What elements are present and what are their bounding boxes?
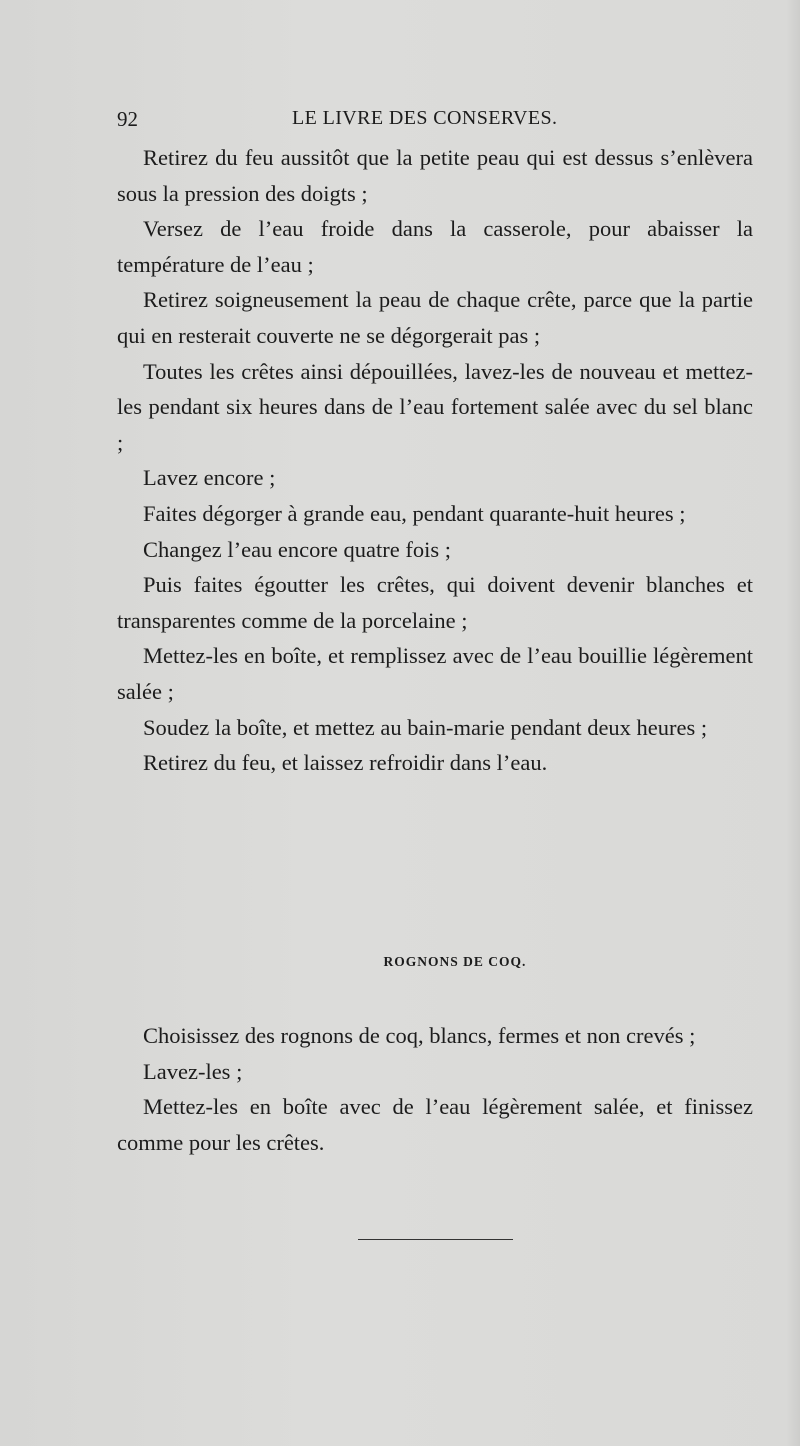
paragraph: Faites dégorger à grande eau, pendant quarante-huit heures ; <box>143 500 686 526</box>
recipe-steps-cretes <box>117 140 753 781</box>
paragraph: Lavez-les ; <box>143 1058 243 1084</box>
section-end-rule <box>358 1239 513 1240</box>
running-head <box>117 107 753 137</box>
paragraph: Toutes les crêtes ainsi dépouillées, lavez-les de nouveau et mettez-les pendant six heures dans de l’eau fortement salée avec du sel blanc ; <box>117 358 753 455</box>
paragraph: Changez l’eau encore quatre fois ; <box>143 536 451 562</box>
page-number: 92 <box>117 107 138 131</box>
paragraph: Retirez du feu, et laissez refroidir dans l’eau. <box>143 750 548 776</box>
paragraph: Lavez encore ; <box>143 465 276 491</box>
paragraph: Retirez du feu aussitôt que la petite peau qui est dessus s’enlèvera sous la pression des doigts ; <box>117 145 753 206</box>
paragraph: Mettez-les en boîte avec de l’eau légèrement salée, et finissez comme pour les crêtes. <box>117 1094 753 1155</box>
paragraph: Versez de l’eau froide dans la casserole, pour abaisser la température de l’eau ; <box>117 216 753 277</box>
paragraph: Puis faites égoutter les crêtes, qui doivent devenir blanches et transparentes comme de la porcelaine ; <box>117 572 753 633</box>
page-edge-shadow <box>786 0 800 1446</box>
paragraph: Retirez soigneusement la peau de chaque crête, parce que la partie qui en resterait couverte ne se dégorgerait pas ; <box>117 287 753 348</box>
section-heading: ROGNONS DE COQ. <box>383 954 527 969</box>
paragraph: Soudez la boîte, et mettez au bain-marie pendant deux heures ; <box>143 714 708 740</box>
paragraph: Mettez-les en boîte, et remplissez avec de l’eau bouillie légèrement salée ; <box>117 643 753 704</box>
recipe-steps-rognons <box>117 1018 753 1160</box>
paragraph: Choisissez des rognons de coq, blancs, fermes et non crevés ; <box>143 1023 696 1048</box>
running-title: LE LIVRE DES CONSERVES. <box>292 107 558 129</box>
